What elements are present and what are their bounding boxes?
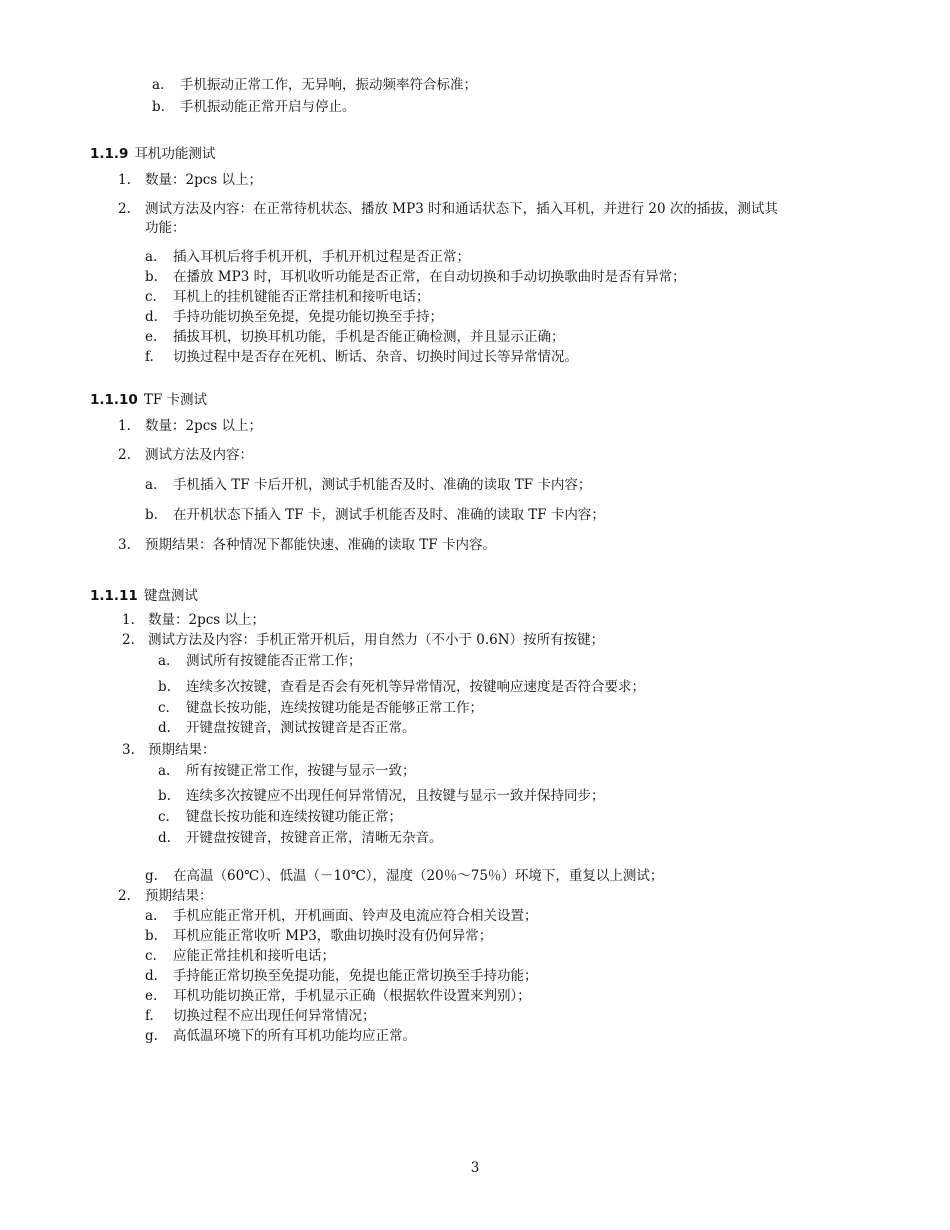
list-item [158, 787, 605, 805]
list-text: 手机振动能正常开启与停止。 [180, 99, 356, 115]
list-text: 插拔耳机，切换耳机功能，手机是否能正确检测，并且显示正确； [173, 329, 565, 345]
list-text: 数量：2pcs 以上； [145, 418, 263, 434]
page-number: 3 [470, 1160, 480, 1176]
list-marker: f. [145, 1008, 154, 1024]
list-text: 耳机功能切换正常，手机显示正确（根据软件设置来判别）； [173, 988, 531, 1004]
list-item [158, 678, 645, 696]
list-text: 高低温环境下的所有耳机功能均应正常。 [173, 1028, 416, 1044]
list-marker: d. [145, 968, 158, 984]
list-text: 切换过程不应出现任何异常情况； [173, 1008, 376, 1024]
list-marker: d. [158, 720, 171, 736]
section-heading-1-1-10 [90, 391, 207, 409]
list-item [158, 829, 443, 847]
list-marker: a. [152, 77, 165, 93]
list-text: 键盘长按功能和连续按键功能正常； [186, 809, 402, 825]
list-item [145, 967, 538, 985]
list-marker: b. [145, 928, 158, 944]
list-marker: 1. [122, 612, 135, 628]
list-item [145, 927, 492, 945]
list-item [122, 611, 265, 629]
list-item [145, 268, 686, 286]
list-item [118, 536, 496, 554]
list-marker: 2. [122, 632, 135, 648]
list-item [152, 98, 356, 116]
list-text: 开键盘按键音，测试按键音是否正常。 [186, 720, 416, 736]
list-item [118, 887, 213, 905]
list-text: 数量：2pcs 以上； [145, 172, 263, 188]
list-text: 连续多次按键应不出现任何异常情况，且按键与显示一致并保持同步； [186, 788, 605, 804]
list-text: 耳机上的挂机键能否正常挂机和接听电话； [173, 289, 430, 305]
list-item [158, 699, 483, 717]
section-title: 耳机功能测试 [134, 146, 216, 162]
list-text: 耳机应能正常收听 MP3，歌曲切换时没有仍何异常； [173, 928, 493, 944]
list-text: 键盘长按功能，连续按键功能是否能够正常工作； [186, 700, 483, 716]
list-item [145, 1027, 416, 1045]
list-marker: d. [158, 830, 171, 846]
list-text: 插入耳机后将手机开机，手机开机过程是否正常； [173, 249, 470, 265]
list-marker: e. [145, 329, 158, 345]
list-marker: 3. [118, 537, 131, 553]
list-marker: 3. [122, 742, 135, 758]
list-item [145, 506, 605, 524]
list-marker: a. [145, 908, 158, 924]
list-text: 数量：2pcs 以上； [148, 612, 266, 628]
list-item [145, 907, 538, 925]
list-marker: a. [145, 477, 158, 493]
list-item [118, 417, 262, 435]
list-text: 开键盘按键音，按键音正常，清晰无杂音。 [186, 830, 443, 846]
list-marker: c. [145, 289, 157, 305]
list-text: 连续多次按键，查看是否会有死机等异常情况，按键响应速度是否符合要求； [186, 679, 645, 695]
list-text: 预期结果： [148, 742, 216, 758]
list-item [145, 288, 430, 306]
list-text: 预期结果：各种情况下都能快速、准确的读取 TF 卡内容。 [145, 537, 496, 553]
list-item [122, 631, 604, 649]
list-marker: a. [158, 653, 171, 669]
list-item [145, 947, 335, 965]
list-text: 在播放 MP3 时，耳机收听功能是否正常，在自动切换和手动切换歌曲时是否有异常； [173, 269, 686, 285]
list-text: 手机振动正常工作，无异响，振动频率符合标准； [180, 77, 477, 93]
section-heading-1-1-11 [90, 587, 198, 605]
list-marker: e. [145, 988, 158, 1004]
list-marker: b. [145, 269, 158, 285]
section-heading-1-1-9 [90, 145, 215, 163]
list-item [158, 719, 416, 737]
list-marker: c. [158, 809, 170, 825]
section-number: 1.1.11 [90, 588, 138, 604]
list-marker: a. [145, 249, 158, 265]
list-item [118, 446, 253, 464]
list-text: 手持功能切换至免提，免提功能切换至手持； [173, 309, 443, 325]
list-marker: g. [145, 868, 158, 884]
section-number: 1.1.9 [90, 146, 129, 162]
list-marker: b. [158, 679, 171, 695]
list-marker: c. [158, 700, 170, 716]
list-text: 手持能正常切换至免提功能，免提也能正常切换至手持功能； [173, 968, 538, 984]
list-marker: d. [145, 309, 158, 325]
list-item [118, 200, 778, 218]
list-marker: 2. [118, 888, 131, 904]
list-marker: b. [152, 99, 165, 115]
list-text: 在高温（60℃）、低温（－10℃），湿度（20％～75％）环境下，重复以上测试； [173, 868, 664, 884]
list-text: 应能正常挂机和接听电话； [173, 948, 335, 964]
list-marker: 1. [118, 172, 131, 188]
list-marker: b. [145, 507, 158, 523]
list-marker: 2. [118, 447, 131, 463]
list-item [145, 987, 531, 1005]
list-text: 测试方法及内容：在正常待机状态、播放 MP3 时和通话状态下，插入耳机，并进行 20 次的插拔，测试其 [145, 201, 778, 217]
list-item [145, 248, 470, 266]
list-marker: 1. [118, 418, 131, 434]
list-marker: f. [145, 349, 154, 365]
section-number: 1.1.10 [90, 392, 138, 408]
list-text: 所有按键正常工作，按键与显示一致； [186, 763, 416, 779]
list-item [145, 308, 443, 326]
section-title: 键盘测试 [143, 588, 198, 604]
list-text: 测试所有按键能否正常工作； [186, 653, 362, 669]
list-item [145, 328, 565, 346]
list-item [145, 867, 663, 885]
list-text: 在开机状态下插入 TF 卡，测试手机能否及时、准确的读取 TF 卡内容； [173, 507, 605, 523]
list-item [145, 1007, 376, 1025]
list-item [158, 652, 362, 670]
list-item [158, 762, 416, 780]
list-text: 手机应能正常开机，开机画面、铃声及电流应符合相关设置； [173, 908, 538, 924]
list-item [145, 476, 591, 494]
list-item-continuation: 功能： [145, 220, 186, 236]
list-text: 切换过程中是否存在死机、断话、杂音、切换时间过长等异常情况。 [173, 349, 578, 365]
list-marker: b. [158, 788, 171, 804]
list-item [152, 76, 477, 94]
list-marker: c. [145, 948, 157, 964]
list-marker: a. [158, 763, 171, 779]
list-marker: 2. [118, 201, 131, 217]
list-text: 预期结果： [145, 888, 213, 904]
list-text: 测试方法及内容： [145, 447, 253, 463]
list-item [158, 808, 402, 826]
list-item [122, 741, 216, 759]
list-item [145, 348, 578, 366]
list-text: 手机插入 TF 卡后开机，测试手机能否及时、准确的读取 TF 卡内容； [173, 477, 592, 493]
section-title: TF 卡测试 [143, 392, 208, 408]
list-marker: g. [145, 1028, 158, 1044]
list-item [118, 171, 262, 189]
list-text: 测试方法及内容：手机正常开机后，用自然力（不小于 0.6N）按所有按键； [148, 632, 605, 648]
